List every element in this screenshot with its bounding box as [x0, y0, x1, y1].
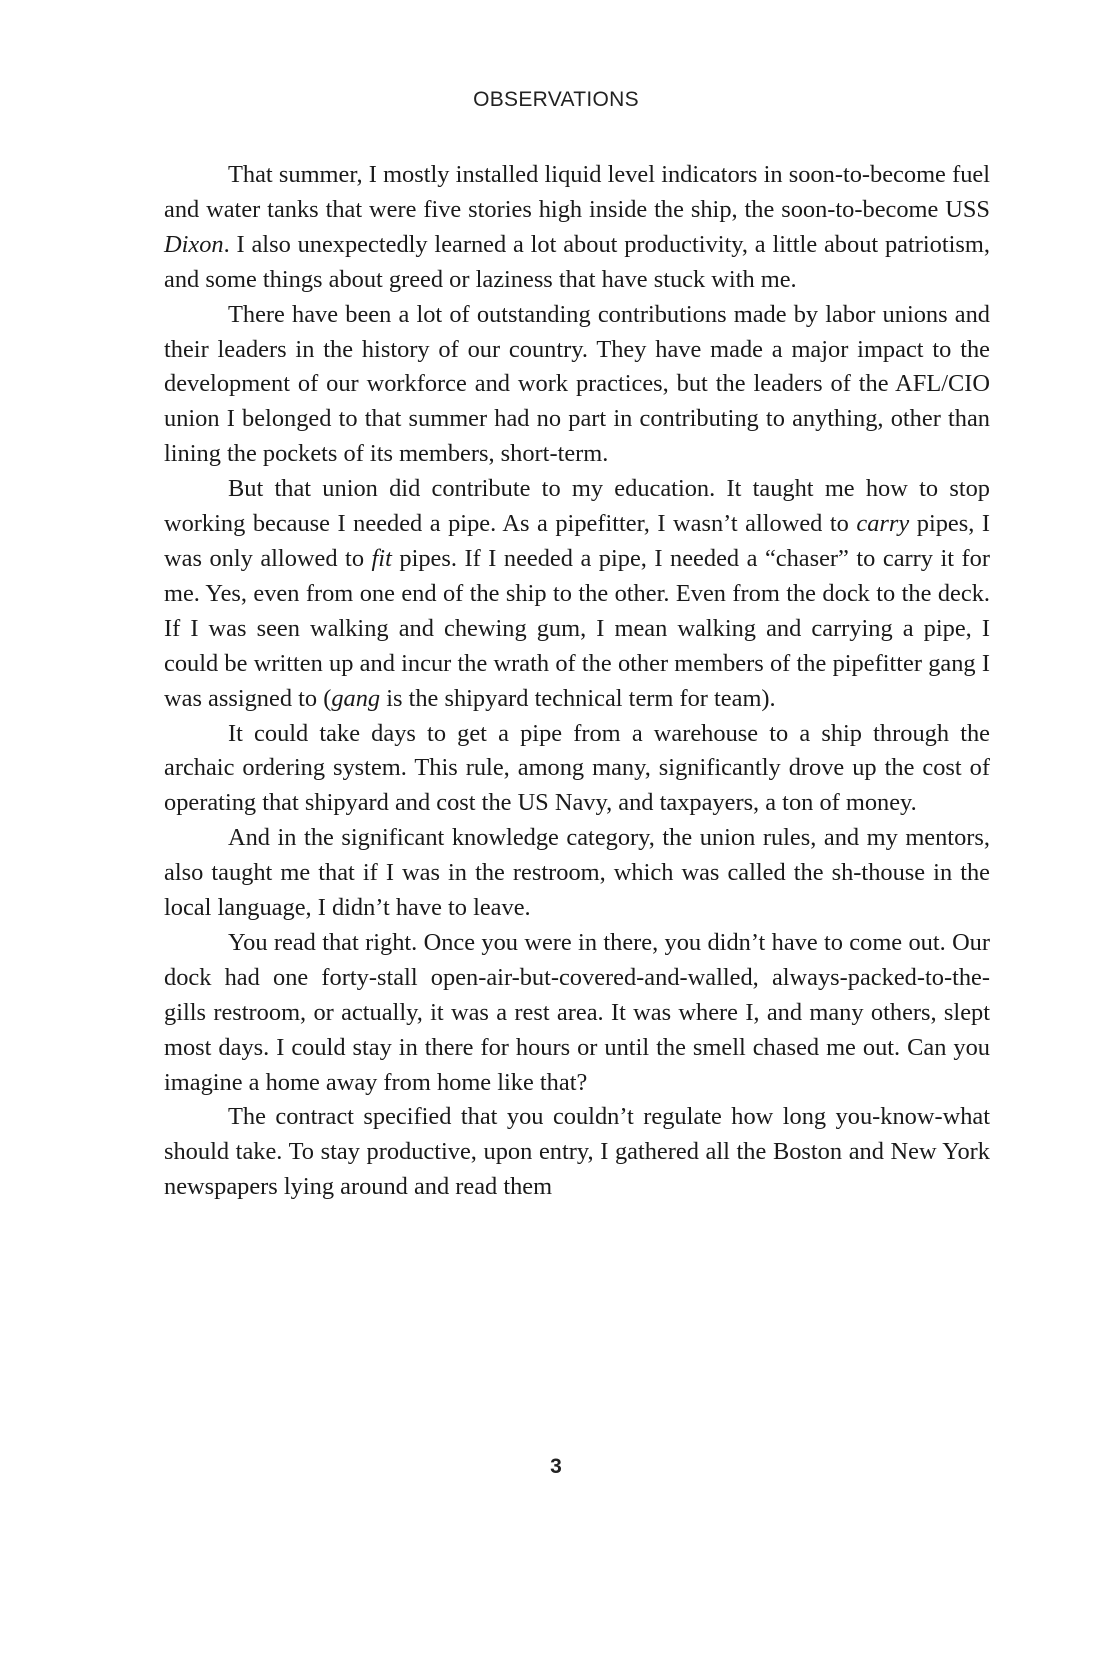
italic-text: gang [331, 684, 381, 712]
body-text [164, 158, 990, 1205]
text-run: There have been a lot of outstanding contributions made by labor unions and their leaders in the history of our country. They have made a major impact to the development of our workforce and work practices, but the leaders of the AFL/CIO union I belonged to that summer had no part in contributing to anything, other than lining the pockets of its members, short-term. [164, 300, 990, 468]
text-run: It could take days to get a pipe from a warehouse to a ship through the archaic ordering system. This rule, among many, significantly drove up the cost of operating that shipyard and cost the US Navy, and taxpayers, a ton of money. [164, 719, 990, 817]
page-number: 3 [550, 1455, 562, 1478]
text-run: That summer, I mostly installed liquid level indicators in soon-to-become fuel and water tanks that were five stories high inside the ship, the soon-to-become USS [164, 161, 990, 223]
paragraph [164, 821, 990, 926]
text-run: You read that right. Once you were in there, you didn’t have to come out. Our dock had one forty-stall open-air-but-covered-and-walled, always-packed-to-the-gills restroom, or actually, it was a rest area. It was where I, and many others, slept most days. I could stay in there for hours or until the smell chased me out. Can you imagine a home away from home like that? [164, 928, 990, 1096]
text-run: The contract specified that you couldn’t regulate how long you-know-what should take. To stay productive, upon entry, I gathered all the Boston and New York newspapers lying around and read them [164, 1103, 990, 1201]
italic-text: carry [856, 510, 910, 538]
italic-text: fit [371, 544, 392, 572]
text-run: . I also unexpectedly learned a lot about productivity, a little about patriotism, and some things about greed or laziness that have stuck with me. [164, 230, 990, 293]
text-run: pipes. If I needed a pipe, I needed a “chaser” to carry it for me. Yes, even from one end of the ship to the other. Even from the dock to the deck. If I was seen walking and chewing gum, I mean walking and carrying a pipe, I could be written up and incur the wrath of the other members of the pipefitter gang I was assigned to ( [164, 544, 990, 712]
paragraph [164, 298, 990, 473]
text-run: pipes, I was only allowed to [164, 510, 990, 572]
paragraph [164, 472, 990, 716]
text-run: And in the significant knowledge category, the union rules, and my mentors, also taught me that if I was in the restroom, which was called the sh-thouse in the local language, I didn’t have to leave. [164, 824, 990, 922]
paragraph [164, 158, 990, 298]
text-run: But that union did contribute to my education. It taught me how to stop working because I needed a pipe. As a pipefitter, I wasn’t allowed to [164, 475, 990, 538]
paragraph [164, 926, 990, 1101]
paragraph [164, 1100, 990, 1205]
italic-text: Dixon [164, 230, 224, 258]
text-run: is the shipyard technical term for team). [380, 684, 776, 712]
running-head: OBSERVATIONS [473, 88, 639, 111]
paragraph [164, 717, 990, 822]
